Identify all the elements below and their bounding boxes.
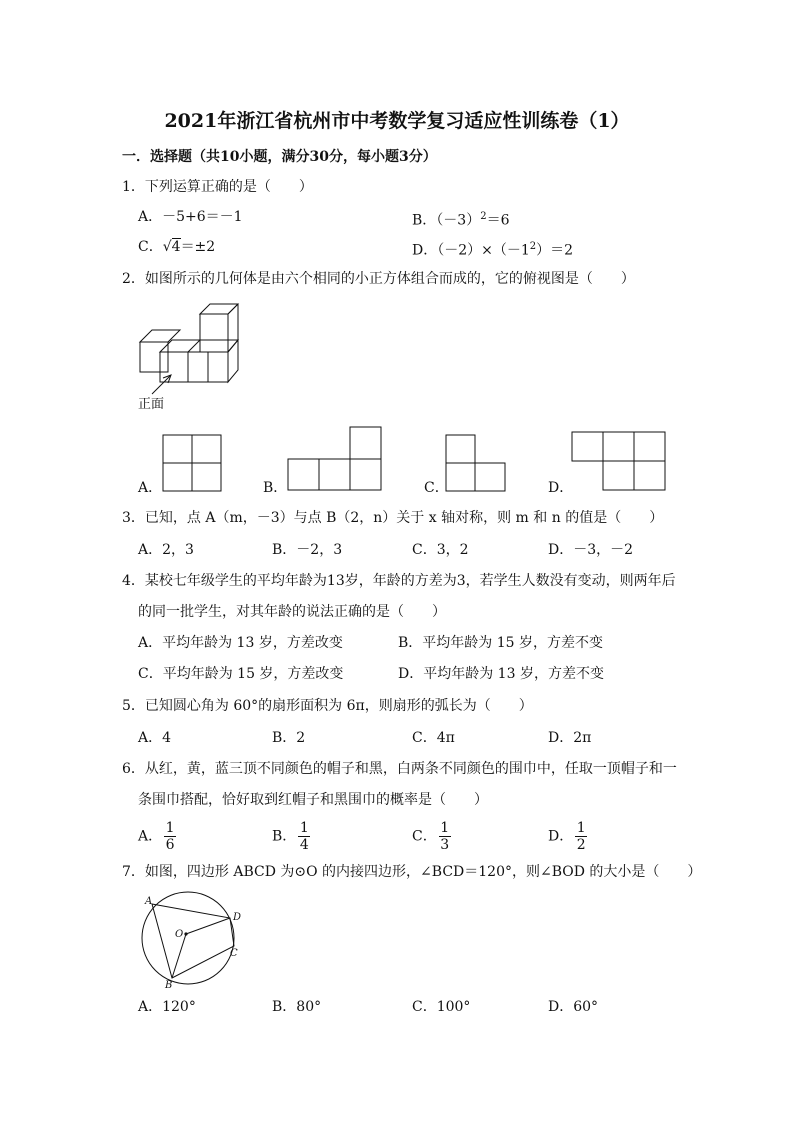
q2-option-a: A． [138, 480, 163, 496]
q1-stem: 1．下列运算正确的是（ ） [122, 179, 313, 195]
q1-d-exponent: 2 [529, 241, 537, 252]
q1-b-exponent: 2 [480, 211, 487, 222]
q3-stem: 3．已知，点 A（m，－3）与点 B（2，n）关于 x 轴对称，则 m 和 n 的值是（ ） [122, 510, 664, 526]
q1-d-result: ）＝2 [536, 242, 574, 259]
q5-option-d: D．2π [548, 730, 592, 746]
q1-option-c [138, 238, 215, 256]
q4-stem-line1: 4．某校七年级学生的平均年龄为13岁，年龄的方差为3，若学生人数没有变动，则两年后 [122, 573, 676, 589]
q6-a-denominator: 6 [165, 837, 175, 853]
q6-b-fraction [298, 820, 310, 853]
q5-option-a: A．4 [138, 730, 172, 746]
q2-figure-b [287, 424, 383, 493]
q6-d-label: D． [548, 828, 574, 845]
q1-option-d [412, 238, 573, 260]
q7-option-b: B．80° [272, 999, 322, 1015]
q6-stem-line1: 6．从红，黄，蓝三顶不同颜色的帽子和黑，白两条不同颜色的围巾中，任取一顶帽子和一 [122, 761, 677, 777]
q6-option-b [272, 820, 310, 853]
q3-option-a: A．2，3 [138, 542, 194, 558]
q5-stem: 5．已知圆心角为 60°的扇形面积为 6π，则扇形的弧长为（ ） [122, 698, 533, 714]
q1-c-radicand: 4 [171, 239, 181, 255]
q4-option-a: A．平均年龄为 13 岁，方差改变 [138, 635, 343, 651]
q3-option-b: B．－2，3 [272, 542, 343, 558]
q5-option-b: B．2 [272, 730, 306, 746]
q6-a-fraction [164, 820, 176, 853]
front-label: 正面 [138, 397, 165, 412]
q2-option-b: B． [263, 480, 288, 496]
q6-c-denominator: 3 [440, 837, 450, 853]
q4-stem-line2: 的同一批学生，对其年龄的说法正确的是（ ） [138, 604, 446, 620]
point-b-label: B [165, 980, 173, 990]
section-heading: 一．选择题（共10小题，满分30分，每小题3分） [122, 149, 437, 165]
q4-option-d: D．平均年龄为 13 岁，方差不变 [398, 666, 604, 682]
q2-figure-a [162, 433, 224, 493]
q5-option-c: C．4π [412, 730, 455, 746]
q2-figure-d [570, 430, 668, 493]
point-d-label: D [233, 912, 242, 923]
q6-a-numerator: 1 [165, 820, 175, 836]
q2-option-c: C． [424, 480, 449, 496]
q6-d-numerator: 1 [576, 820, 586, 836]
q1-d-text: D．（－2）×（－1 [412, 242, 530, 259]
q6-c-label: C． [412, 828, 437, 845]
point-a-label: A [145, 896, 153, 907]
q2-solid-figure [130, 300, 250, 415]
q6-d-fraction [575, 820, 587, 853]
q6-option-d [548, 820, 587, 853]
q6-b-label: B． [272, 828, 297, 845]
q6-c-numerator: 1 [440, 820, 450, 836]
q1-c-text: C． [138, 239, 163, 255]
q7-option-c: C．100° [412, 999, 471, 1015]
q6-option-c [412, 820, 451, 853]
q3-option-d: D．－3，－2 [548, 542, 634, 558]
q7-option-a: A．120° [138, 999, 196, 1015]
q1-b-result: ＝6 [486, 212, 510, 229]
q2-option-d: D． [548, 480, 574, 496]
q3-option-c: C．3，2 [412, 542, 469, 558]
q7-circle-figure [134, 890, 246, 990]
q1-option-b [412, 208, 510, 230]
q4-option-b: B．平均年龄为 15 岁，方差不变 [398, 635, 604, 651]
point-c-label: C [230, 948, 238, 959]
q6-option-a [138, 820, 176, 853]
q6-c-fraction [439, 820, 451, 853]
q7-stem: 7．如图，四边形 ABCD 为⊙O 的内接四边形，∠BCD＝120°，则∠BOD 的大小是（ ） [122, 864, 702, 880]
point-o-label: O [175, 929, 184, 940]
q2-stem: 2．如图所示的几何体是由六个相同的小正方体组合而成的，它的俯视图是（ ） [122, 271, 635, 287]
q6-d-denominator: 2 [576, 837, 586, 853]
q1-c-result: ＝±2 [180, 239, 216, 255]
sqrt-symbol: √4 [162, 239, 181, 255]
q2-figure-c [445, 433, 507, 493]
q6-stem-line2: 条围巾搭配，恰好取到红帽子和黑围巾的概率是（ ） [138, 792, 488, 808]
page-title: 2021年浙江省杭州市中考数学复习适应性训练卷（1） [164, 110, 630, 132]
q6-b-numerator: 1 [299, 820, 309, 836]
q7-option-d: D．60° [548, 999, 599, 1015]
q1-b-text: B．（－3） [412, 212, 481, 229]
q1-option-a: A．－5+6＝－1 [138, 209, 243, 225]
q6-b-denominator: 4 [299, 837, 309, 853]
q4-option-c: C．平均年龄为 15 岁，方差改变 [138, 666, 344, 682]
q6-a-label: A． [138, 828, 163, 845]
